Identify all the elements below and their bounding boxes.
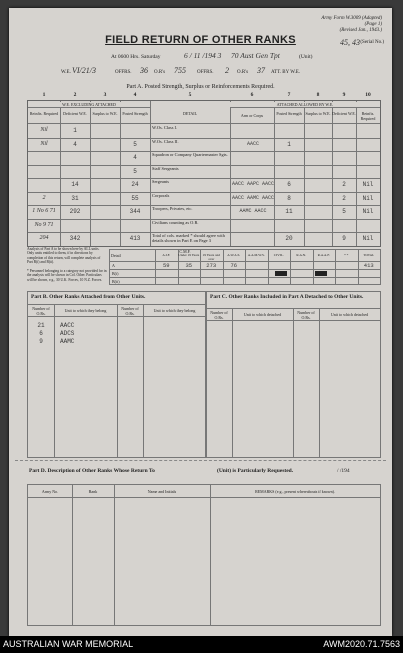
cell-arm: AAMC AACC [239,208,267,214]
analysis-detail-label: Detail [111,253,121,258]
part-b-num: 9 [39,338,43,345]
ors2-value: 37 [257,66,265,75]
header-deficient2: Deficient W.E. [332,111,356,116]
part-b-num: 21 [37,322,45,329]
part-d-title: Part D. Description of Other Ranks Whose Return To [29,468,155,474]
ors-value: 755 [174,66,186,75]
part-b-col2: Unit to which they belong [64,308,107,313]
col-number: 9 [342,92,346,98]
analysis-col-header: A.I.F. [162,253,171,257]
unit-label: (Unit) [299,54,313,60]
offrs-value: 36 [140,66,148,75]
part-b-unit: ADCS [60,330,75,337]
cell-c10: Nil [362,208,374,215]
analysis-col-header: R.A.A.F. [317,253,330,257]
header-deficient: Deficient W.E. [63,111,87,116]
cell-detail: Sergeants [152,179,169,184]
form-number: Army Form W.3009 (Adapted) (Page 1) (Revised Jan., 1943.) [321,16,382,33]
header-reinfts2: Reinfts. Required [360,111,376,121]
cell-arm: AACC AAMC AACC [231,194,274,201]
offrs2-value: 2 [225,66,229,75]
offrs-label: OFFRS. [115,70,132,75]
analysis-row-a: A [112,263,115,268]
analysis-col-header: A.W.A.S. [227,253,241,257]
part-c-col1: Number of O.Rs. [210,310,228,320]
part-c-col4: Unit to which detached [330,312,369,317]
cell-c10: Nil [362,194,374,202]
cell-arm: AACC [246,140,259,147]
cell-c1: 1 No 6 71 [32,208,56,214]
cell-detail: Troopers, Privates, etc. [152,206,193,211]
part-d-col2: Rank [88,489,98,494]
col-number: 7 [287,92,291,98]
part-b-col4: Unit to which they belong [153,308,196,313]
analysis-col-header: A.A.M.W.S. [247,253,265,257]
cell-detail: W.Os. Class II. [152,138,179,144]
we-excluding-header: W.E. EXCLUDING ATTACHED [28,102,150,107]
col-number: 4 [133,92,137,98]
cell-c10: Nil [362,235,374,242]
header-posted: Posted Strength [122,111,148,116]
part-d-header [27,466,379,480]
analysis-col-header: TOTAL [363,253,375,257]
att-label: ATT. BY W.E. [271,70,301,75]
part-d-col1: Army No. [41,489,59,494]
cell-c4: 4 [133,154,137,161]
header-detail: DETAIL [182,111,198,116]
analysis-section [27,245,379,285]
part-b-table [27,291,207,458]
cell-c2: 292 [69,208,81,215]
col-number: 3 [103,92,107,98]
cell-detail: Civilians counting as O.R. [152,219,199,225]
cell-c1: No 9 71 [34,221,54,228]
form-sheet [9,8,392,636]
header-reinfts: Reinfts. Required [29,111,59,116]
part-c-col2: Unit to which detached [243,312,282,317]
part-a-table [27,92,381,247]
cell-c9: 9 [342,235,346,242]
cell-c10: Nil [362,181,374,188]
part-c-title: Part C. Other Ranks Included in Part A Detached to Other Units. [210,294,364,300]
col-number: 2 [73,92,77,98]
cell-detail: Total of cols. marked * should agree with details shown in Part E on Page 3 [152,233,225,243]
section-divider [15,460,386,461]
cell-arm: AACC AAPC AACC [231,181,274,187]
analysis-row-bii: B(ii) [112,279,120,284]
analysis-col-header: 19 Years and over [202,253,220,261]
cell-c1: 2 [42,194,46,201]
footer-accession: AWM2020.71.7563 [323,639,400,649]
analysis-note: Analysis of Part A to be shown here by ALL units. Only units entitled to them, if in directions by completion of this return, will complete analysis of Part B(i) and B(ii). [27,247,101,264]
analysis-col-header: R.A.N. [296,253,307,257]
part-c-table [205,291,381,458]
col-number: 10 [365,92,371,98]
cell-c2: 4 [73,140,77,148]
cell-c4: 5 [133,140,137,148]
ors-label: O.R's [154,70,166,75]
cell-detail: Squadron or Company Quartermaster Sgts. [152,152,228,157]
cell-c2: 31 [71,194,79,202]
analysis-col-header: * * [344,253,349,257]
part-b-unit: AAMC [60,338,75,345]
analysis-col-header: CIVIL. [273,253,284,257]
col-number: 8 [316,92,320,98]
header-surplus: Surplus to W.E. [92,111,118,116]
page-title: FIELD RETURN OF OTHER RANKS [105,34,296,46]
cell-c4: 24 [131,181,139,188]
we-label: W.E. [61,70,71,75]
cell-c4: 55 [131,194,139,202]
cell-c7: 8 [287,194,291,202]
cell-c7: 20 [285,235,293,242]
ors2-label: O.R's [237,70,249,75]
analysis-col-header: Under 19 Years [178,253,200,257]
part-d-col4: REMARKS (e.g., present whereabouts if known). [255,489,335,494]
cell-c1: Nil [40,127,48,133]
cell-c1: Nil [40,140,48,147]
cell-c1: 204 [39,235,49,241]
return-date: 6 / 11 /194 3 [184,51,222,60]
col-number: 5 [188,92,192,98]
unit-name: 70 Aust Gen Tpt [231,51,280,60]
cell-c7: 6 [287,181,291,188]
cell-detail: Staff Sergeants [152,165,179,171]
analysis-note-2: * Personnel belonging to a category not provided for in the analysis will be shown in Col. Other. Particulars will be shown, e.g., 30 U.K. Forces, 10 N.Z. Forces. [27,269,107,282]
cell-c2: 1 [73,127,77,134]
cell-c9: 5 [342,208,346,215]
part-b-col1: Number of O.Rs. [32,306,50,316]
redaction-block [275,271,287,276]
cell-c9: 2 [342,194,346,202]
cell-c7: 11 [285,208,293,215]
part-c-col3: Number of O.Rs. [297,310,315,320]
part-b-title: Part B. Other Ranks Attached from Other Units. [31,294,146,300]
cell-c4: 344 [129,208,141,215]
part-d-table [27,484,381,626]
at-line: At 0600 Hrs. Saturday [111,54,161,60]
header-posted2: Posted Strength [276,111,302,116]
redaction-block [315,271,327,276]
cell-c2: 14 [71,181,79,188]
cell-detail: Corporals [152,192,170,198]
part-d-title-2: (Unit) is Particularly Requested. [217,468,294,474]
part-b-unit: AACC [60,322,75,329]
serial-number: 45, 43 [340,38,360,47]
part-d-col3: Name and Initials [147,489,177,494]
part-a-heading: Part A. Posted Strength, Surplus or Reinforcements Required. [126,84,275,90]
part-b-num: 6 [39,330,43,337]
analysis-row-bi: B(i) [112,271,119,276]
analysis-cell: 273 [206,262,217,269]
serial-label: (Serial No.) [360,40,384,45]
attached-allowed-header: ATTACHED ALLOWED BY W.E. [230,102,380,107]
we-value: VI/21/3 [72,66,96,75]
cell-c7: 1 [287,140,291,148]
analysis-cell: 413 [363,262,374,269]
cell-c9: 2 [342,181,346,188]
analysis-cell: 76 [230,262,238,269]
cmf-label: C.M.F. [179,249,191,254]
header-arm: Arm or Corps [240,113,264,118]
cell-c4: 413 [129,235,141,242]
analysis-cell: 35 [185,262,193,269]
offrs2-label: OFFRS. [197,70,214,75]
footer-credit: AUSTRALIAN WAR MEMORIAL [3,639,134,649]
header-surplus2: Surplus to W.E. [305,111,331,116]
cell-c4: 5 [133,167,137,175]
footer-bar [0,636,403,653]
part-d-date: / /194 [337,468,350,474]
cell-detail: W.Os. Class I. [152,125,178,130]
cell-c2: 342 [69,235,81,242]
part-b-col3: Number of O.Rs. [121,306,139,316]
analysis-cell: 59 [162,262,170,269]
col-number: 6 [250,92,254,98]
analysis-table [109,249,381,285]
col-number: 1 [42,92,46,98]
